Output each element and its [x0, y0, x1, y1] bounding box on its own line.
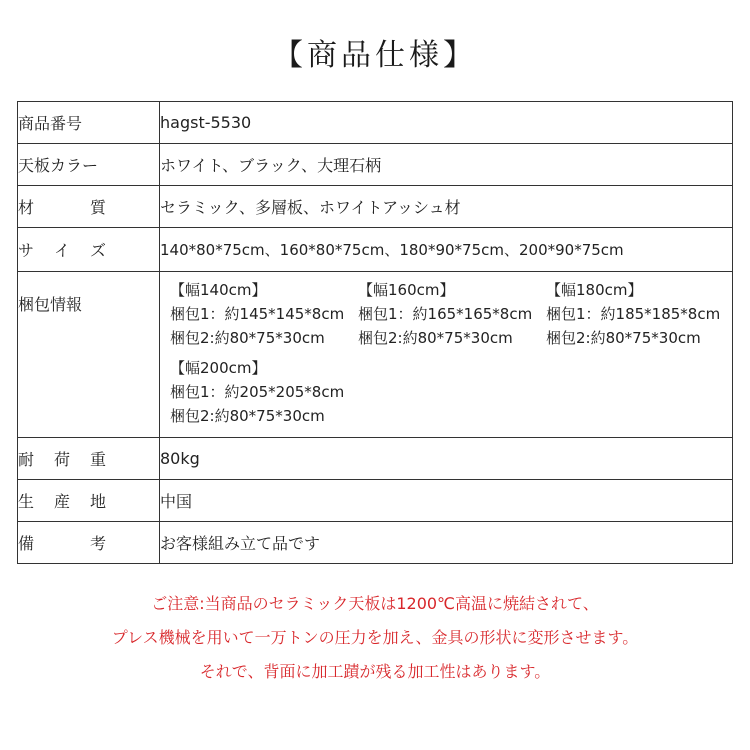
pack-block	[358, 278, 532, 350]
pack-heading: 【幅160cm】	[358, 281, 455, 299]
row-label: 耐 荷 重	[18, 438, 160, 480]
row-value: セラミック、多層板、ホワイトアッシュ材	[160, 186, 733, 228]
row-label: 生 産 地	[18, 480, 160, 522]
packing-info	[160, 272, 733, 438]
pack-line-2: 梱包2:約80*75*30cm	[358, 329, 513, 347]
row-value: ホワイト、ブラック、大理石柄	[160, 144, 733, 186]
notice-line-2: プレス機械を用いて一万トンの圧力を加え、金具の形状に変形させます。	[111, 628, 639, 647]
pack-line-2: 梱包2:約80*75*30cm	[170, 407, 325, 425]
table-row	[18, 272, 733, 438]
row-label: サ イ ズ	[18, 228, 160, 272]
table-row	[18, 144, 733, 186]
pack-heading: 【幅180cm】	[546, 281, 643, 299]
row-value: 中国	[160, 480, 733, 522]
pack-heading: 【幅200cm】	[170, 359, 267, 377]
pack-line-1: 梱包1：約145*145*8cm	[170, 305, 345, 323]
row-label: 商品番号	[18, 102, 160, 144]
row-label: 材 質	[18, 186, 160, 228]
pack-line-1: 梱包1：約165*165*8cm	[358, 305, 533, 323]
page-title: 【商品仕様】	[273, 38, 477, 73]
row-value: 140*80*75cm、160*80*75cm、180*90*75cm、200*90*75cm	[160, 228, 733, 272]
row-value: お客様組み立て品です	[160, 522, 733, 564]
notice-line-1: ご注意:当商品のセラミック天板は1200℃高温に焼結されて、	[151, 594, 599, 613]
row-value: 80kg	[160, 438, 733, 480]
pack-line-2: 梱包2:約80*75*30cm	[170, 329, 325, 347]
table-row	[18, 522, 733, 564]
table-row	[18, 102, 733, 144]
notice-line-3: それで、背面に加工蹟が残る加工性はあります。	[199, 662, 551, 681]
pack-block	[170, 356, 344, 428]
row-value: hagst-5530	[160, 102, 733, 144]
table-row	[18, 438, 733, 480]
table-row	[18, 186, 733, 228]
pack-heading: 【幅140cm】	[170, 281, 267, 299]
pack-block	[546, 278, 720, 350]
row-label: 梱包情報	[18, 272, 160, 438]
row-label: 天板カラー	[18, 144, 160, 186]
table-row	[18, 480, 733, 522]
row-label: 備 考	[18, 522, 160, 564]
table-row	[18, 228, 733, 272]
spec-table	[17, 101, 733, 564]
pack-line-1: 梱包1：約205*205*8cm	[170, 383, 345, 401]
pack-line-2: 梱包2:約80*75*30cm	[546, 329, 701, 347]
pack-line-1: 梱包1：約185*185*8cm	[546, 305, 721, 323]
pack-block	[170, 278, 344, 350]
